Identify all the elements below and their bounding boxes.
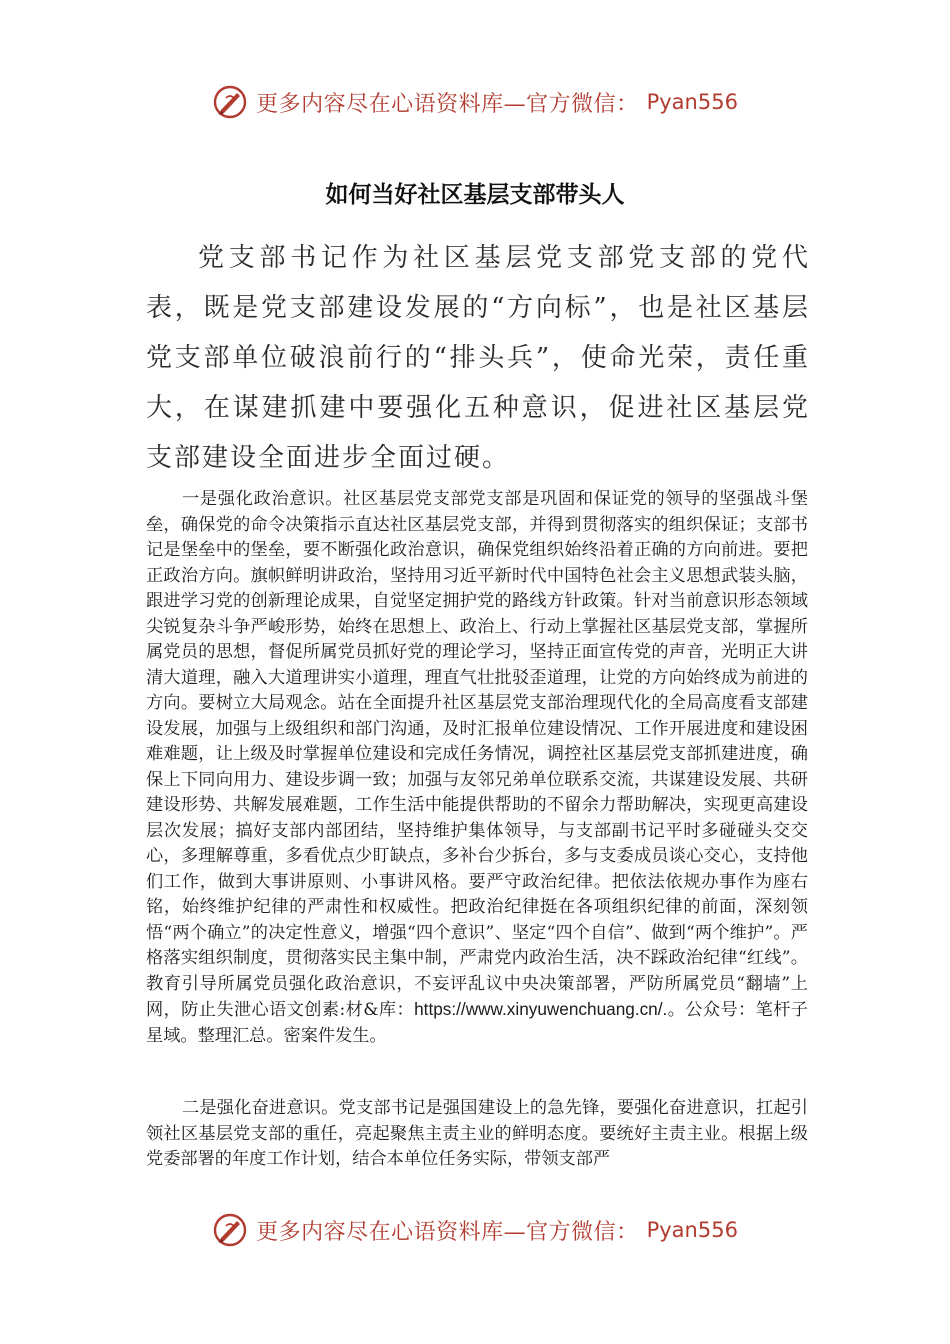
paragraph-political-awareness (146, 487, 808, 1049)
intro-paragraph: 党支部书记作为社区基层党支部党支部的党代表，既是党支部建设发展的“方向标”，也是社区基层党支部单位破浪前行的“排头兵”，使命光荣，责任重大，在谋建抓建中要强化五种意识，促进社区基层党支部建设全面进步全面过硬。 (146, 243, 810, 473)
footer-banner (0, 1208, 950, 1252)
document-title: 如何当好社区基层支部带头人 (325, 182, 625, 208)
header-banner (0, 80, 950, 124)
banner-text: 更多内容尽在心语资料库—官方微信： (256, 1219, 639, 1245)
banner-wechat-id: Pyan556 (646, 1218, 738, 1242)
paragraph-striving-awareness: 二是强化奋进意识。党支部书记是强国建设上的急先锋，要强化奋进意识，扛起引领社区基层党支部的重任，亮起聚焦主责主业的鲜明态度。要统好主责主业。根据上级党委部署的年度工作计划，结合本单位任务实际，带领支部严 (146, 1098, 808, 1169)
source-url: https://www.xinyuwenchuang.cn/. (414, 999, 668, 1019)
pen-logo-icon (212, 84, 248, 120)
paragraph-text: 一是强化政治意识。社区基层党支部党支部是巩固和保证党的领导的坚强战斗堡垒，确保党的命令决策指示直达社区基层党支部，并得到贯彻落实的组织保证；支部书记是堡垒中的堡垒，要不断强化政治意识，确保党组织始终沿着正确的方向前进。要把正政治方向。旗帜鲜明讲政治，坚持用习近平新时代中国特色社会主义思想武装头脑，跟进学习党的创新理论成果，自觉坚定拥护党的路线方针政策。针对当前意识形态领域尖锐复杂斗争严峻形势，始终在思想上、政治上、行动上掌握社区基层党支部，掌握所属党员的思想，督促所属党员抓好党的理论学习，坚持正面宣传党的声音，光明正大讲清大道理，融入大道理讲实小道理，理直气壮批驳歪道理，让党的方向始终成为前进的方向。要树立大局观念。站在全面提升社区基层党支部治理现代化的全局高度看支部建设发展，加强与上级组织和部门沟通，及时汇报单位建设情况、工作开展进度和建设困难难题，让上级及时掌握单位建设和完成任务情况，调控社区基层党支部抓建进度，确保上下同向用力、建设步调一致；加强与友邻兄弟单位联系交流，共谋建设发展、共研建设形势、共解发展难题，工作生活中能提供帮助的不留余力帮助解决，实现更高建设层次发展；搞好支部内部团结，坚持维护集体领导，与支部副书记平时多碰碰头交交心，多理解尊重，多看优点少盯缺点，多补台少拆台，多与支委成员谈心交心，支持他们工作，做到大事讲原则、小事讲风格。要严守政治纪律。把依法依规办事作为座右铭，始终维护纪律的严肃性和权威性。把政治纪律挺在各项组织纪律的前面，深刻领悟“两个确立”的决定性意义，增强“四个意识”、坚定“四个自信”、做到“两个维护”。严格落实组织制度，贯彻落实民主集中制，严肃党内政治生活，决不踩政治纪律“红线”。教育引导所属党员强化政治意识，不妄评乱议中央决策部署，严防所属党员“翻墙”上网，防止失泄心语文创素:材&库： (146, 489, 808, 1020)
pen-logo-icon (212, 1212, 248, 1248)
banner-wechat-id: Pyan556 (646, 90, 738, 114)
banner-text: 更多内容尽在心语资料库—官方微信： (256, 91, 639, 117)
paragraph-tail: 。公众号：笔杆子星域。整理汇总。密案件发生。 (146, 1000, 808, 1046)
